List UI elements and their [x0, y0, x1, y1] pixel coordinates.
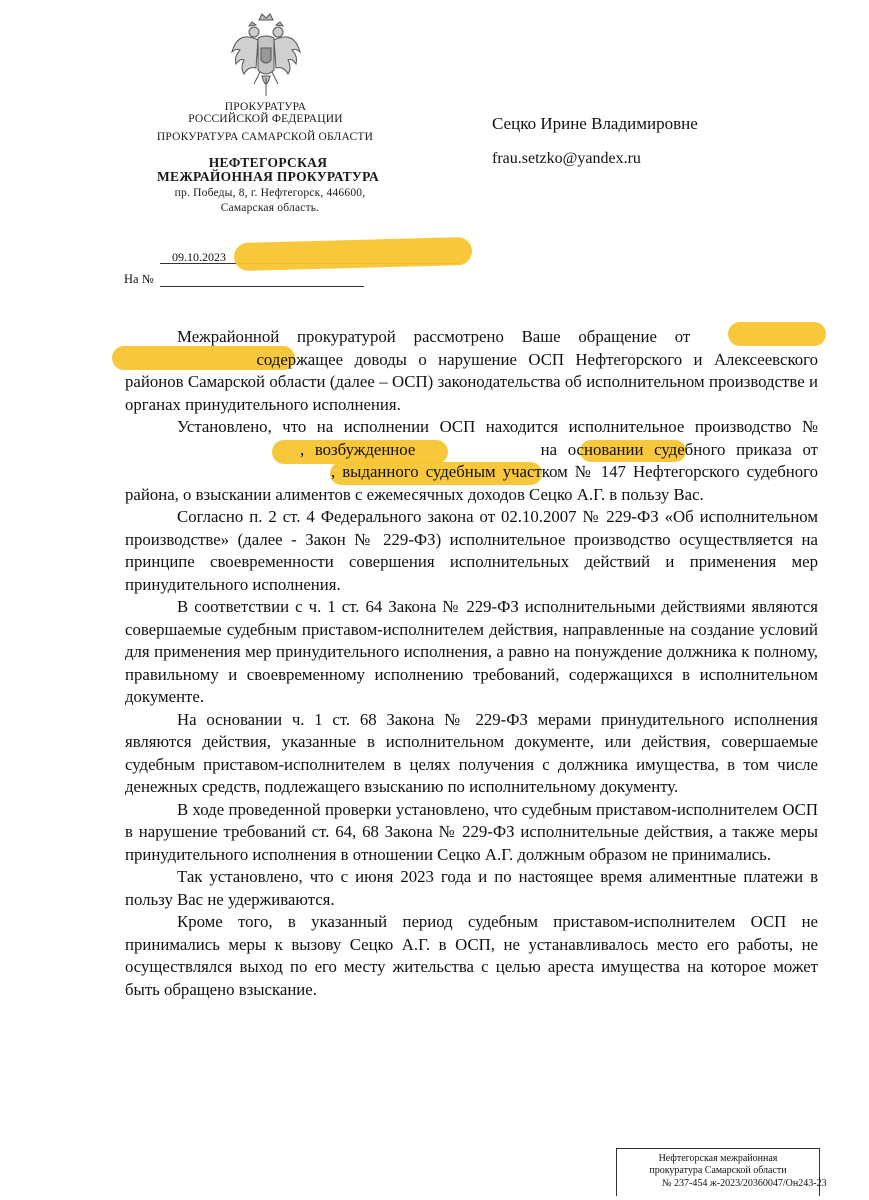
stamp-line2: прокуратура Самарской области	[649, 1165, 787, 1176]
org-address-line2: Самарская область.	[220, 202, 320, 214]
recipient-name: Сецко Ирине Владимировне	[492, 114, 698, 133]
paragraph-7: Так установлено, что с июня 2023 года и по настоящее время алиментные платежи в пользу Вас не удерживаются.	[125, 867, 818, 909]
letter-date: 09.10.2023	[172, 250, 226, 264]
letter-body	[125, 326, 818, 1001]
org-header-line3: ПРОКУРАТУРА САМАРСКОЙ ОБЛАСТИ	[156, 131, 374, 143]
paragraph-8: Кроме того, в указанный период судебным приставом-исполнителем ОСП не принимались меры к вызову Сецко А.Г. в ОСП, не устанавливалось место его работы, не осуществлялся выход по его месту жительства с целью ареста имущества на которое может быть обращено взыскание.	[125, 912, 818, 999]
reference-number-line	[160, 286, 364, 287]
paragraph-4: В соответствии с ч. 1 ст. 64 Закона № 229-ФЗ исполнительными действиями являются совершаемые судебным приставом-исполнителем действия, направленные на создание условий для применения мер принудительного исполнения, а равно на понуждение должника к полному, правильному и своевременному исполнению требований, содержащихся в исполнительном документе.	[125, 597, 818, 706]
reference-number-label: На №	[124, 272, 154, 286]
stamp-number-prefix: №	[662, 1178, 672, 1189]
stamp-number-value: 237-454 ж-2023/20360047/Он243-23	[674, 1178, 827, 1189]
paragraph-3: Согласно п. 2 ст. 4 Федерального закона от 02.10.2007 № 229-ФЗ «Об исполнительном производстве» (далее - Закон № 229-ФЗ) исполнительное производство осуществляется на принципе своевременности совершения исполнительных действий и применения мер принудительного исполнения.	[125, 507, 818, 594]
org-name-line1: НЕФТЕГОРСКАЯ	[208, 155, 328, 170]
paragraph-1: Межрайонной прокуратурой рассмотрено Ваше обращение от содержащее доводы о нарушение ОСП Нефтегорского и Алексеевского районов Самарской области (далее – ОСП) законодательства об исполнительном производстве и органах принудительного исполнения.	[125, 327, 818, 414]
coat-of-arms-icon	[228, 12, 304, 98]
stamp-line1: Нефтегорская межрайонная	[658, 1153, 778, 1164]
redaction-mark-header	[234, 237, 473, 271]
org-address-line1: пр. Победы, 8, г. Нефтегорск, 446600,	[174, 187, 366, 199]
org-header-line1: ПРОКУРАТУРА	[224, 101, 307, 113]
recipient-email: frau.setzko@yandex.ru	[492, 150, 641, 167]
paragraph-2: Установлено, что на исполнении ОСП находится исполнительное производство №, возбужденное на основании судебного приказа от , выданного судебным участком № 147 Нефтегорского судебного района, о взыскании алиментов с ежемесячных доходов Сецко А.Г. в пользу Вас.	[125, 417, 818, 504]
paragraph-6: В ходе проведенной проверки установлено, что судебным приставом-исполнителем ОСП в нарушение требований ст. 64, 68 Закона № 229-ФЗ исполнительные действия, а также меры принудительного исполнения в отношении Сецко А.Г. должным образом не принимались.	[125, 799, 818, 864]
org-header-line2: РОССИЙСКОЙ ФЕДЕРАЦИИ	[188, 113, 343, 125]
paragraph-5: На основании ч. 1 ст. 68 Закона № 229-ФЗ мерами принудительного исполнения являются действия, указанные в исполнительном документе, или действия, совершаемые судебным приставом-исполнителем в целях получения с должника имущества, в том числе денежных средств, подлежащего взысканию по исполнительному документу.	[125, 709, 818, 796]
org-name-line2: МЕЖРАЙОННАЯ ПРОКУРАТУРА	[157, 169, 379, 184]
stamp-number	[662, 1178, 827, 1189]
